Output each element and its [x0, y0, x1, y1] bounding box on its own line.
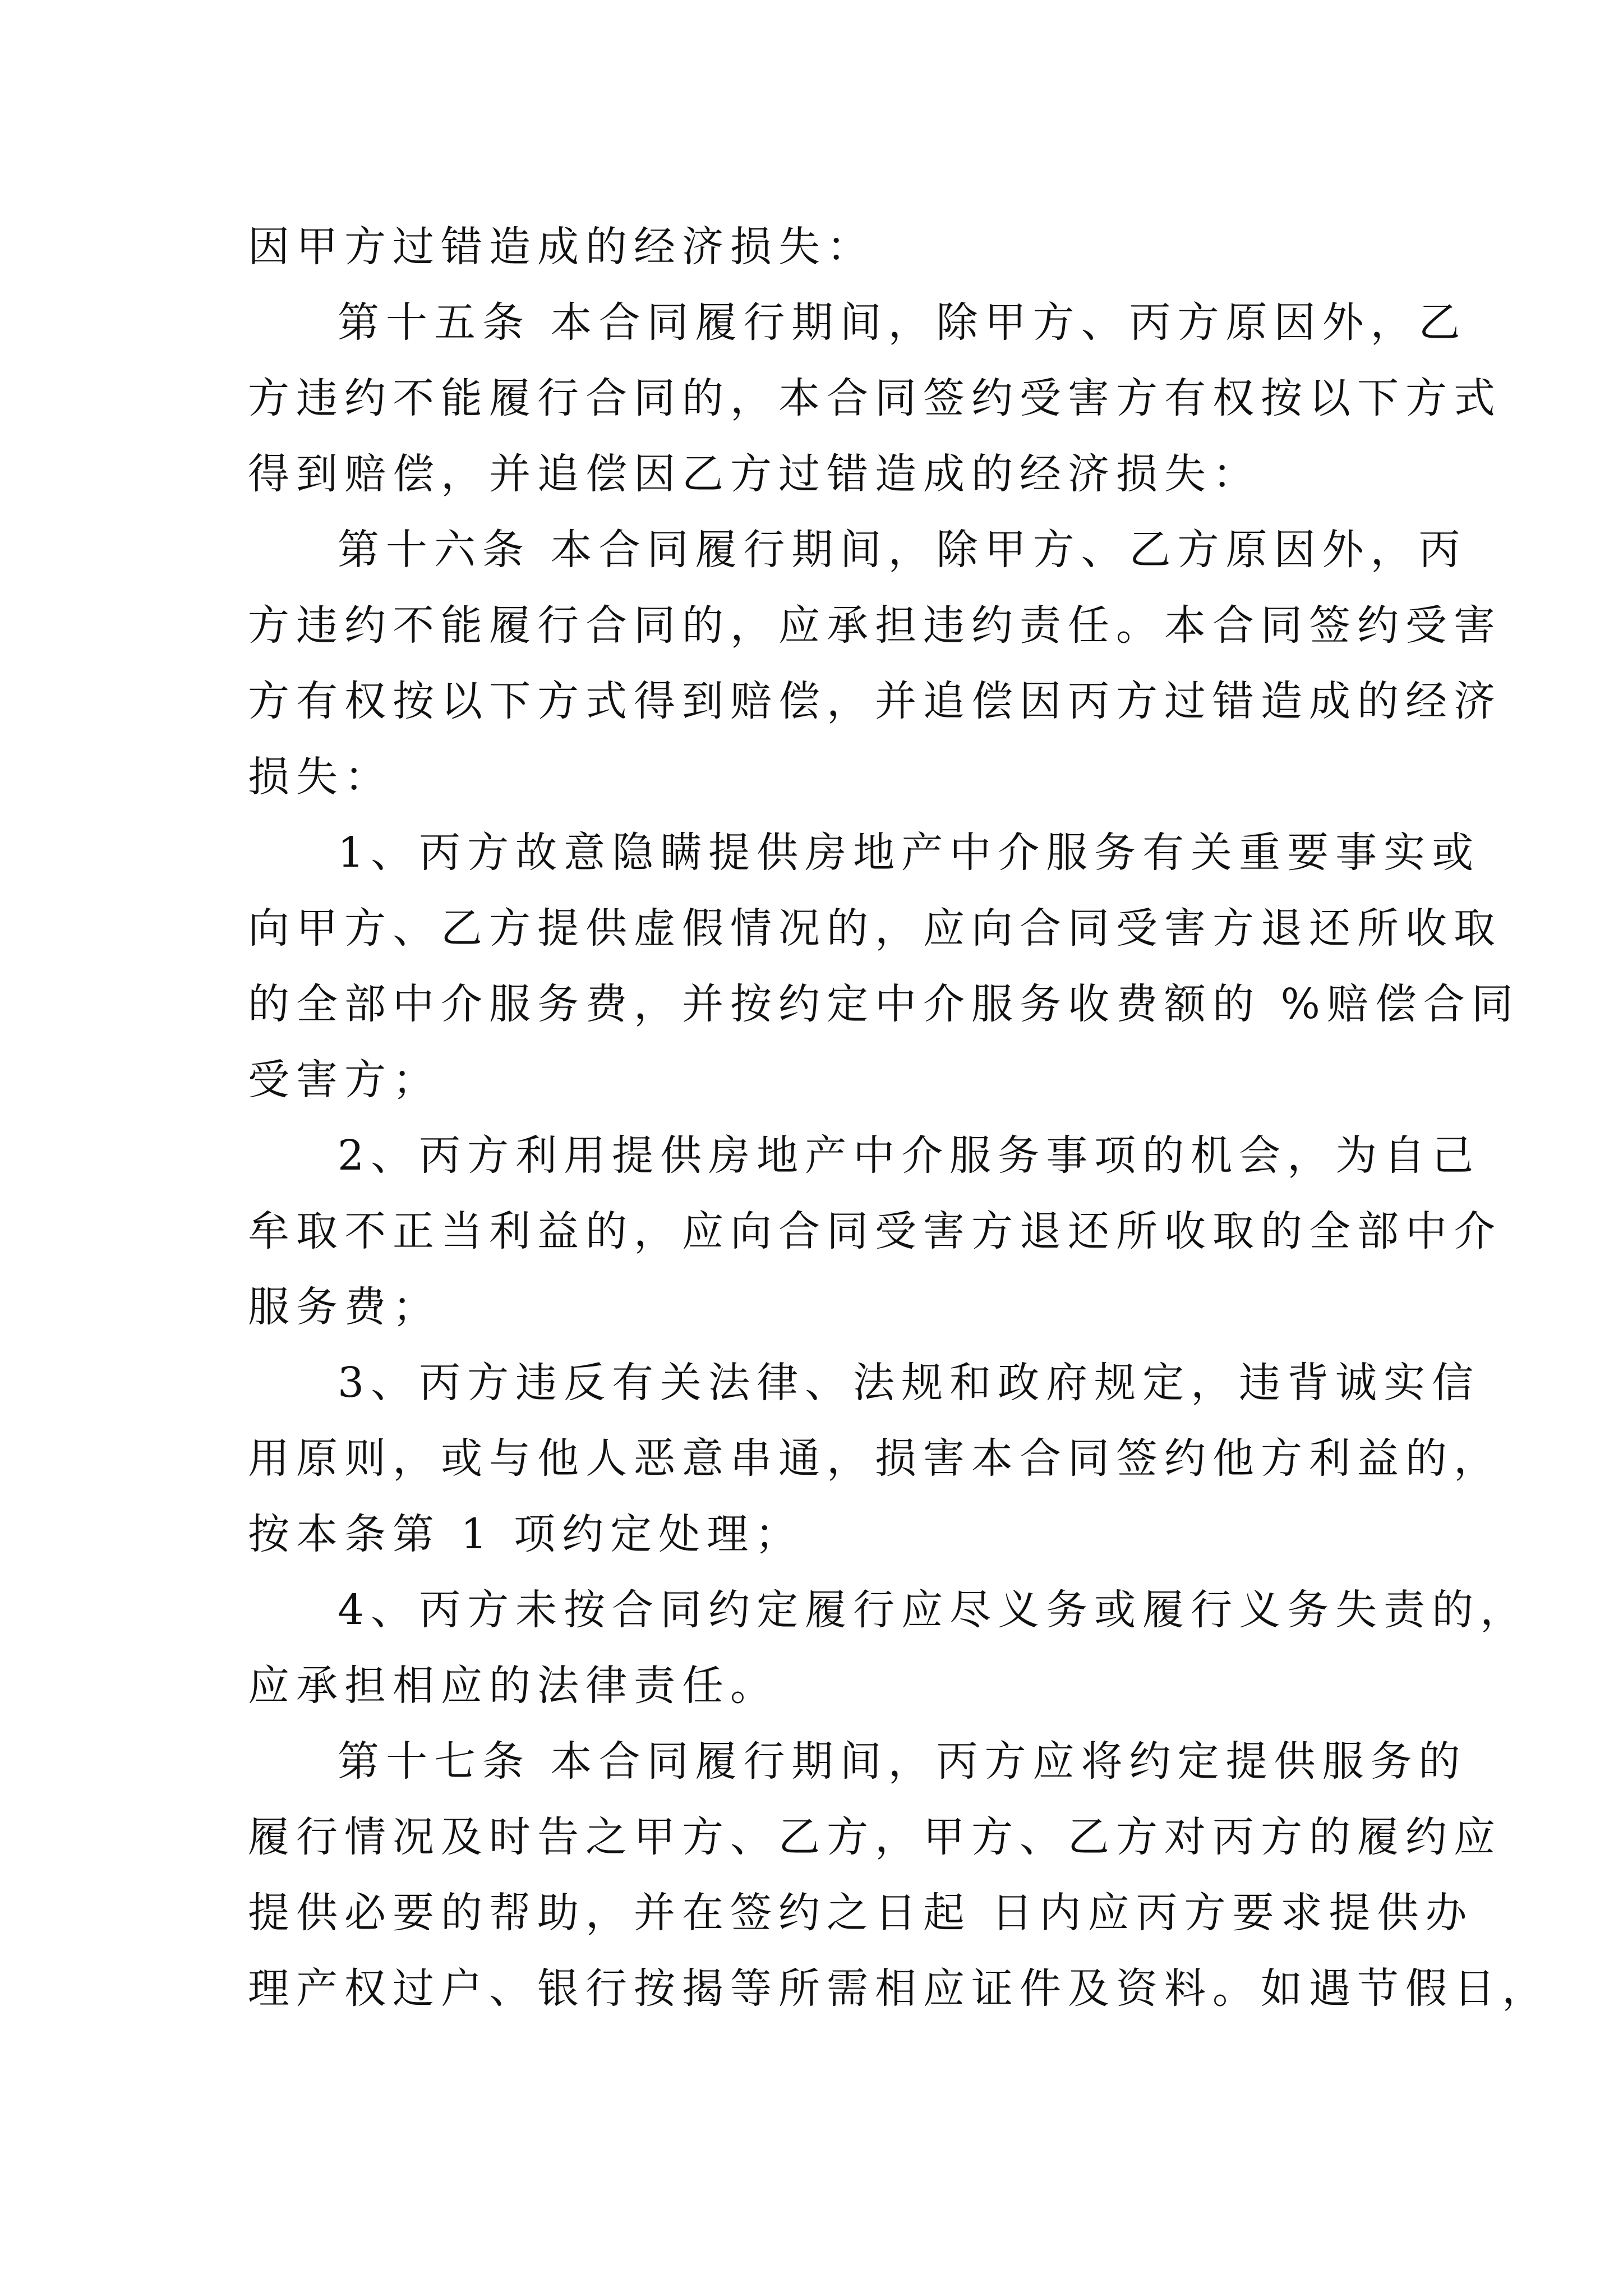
text-line-article-16: 第十六条 本合同履行期间，除甲方、乙方原因外，丙 [338, 526, 1467, 574]
text-line: 向甲方、乙方提供虚假情况的，应向合同受害方退还所收取 [248, 904, 1502, 953]
text-line: 用原则，或与他人恶意串通，损害本合同签约他方利益的， [248, 1434, 1502, 1483]
text-line: 损失： [248, 753, 393, 801]
text-line-article-17: 第十七条 本合同履行期间，丙方应将约定提供服务的 [338, 1737, 1467, 1786]
text-line: 牟取不正当利益的，应向合同受害方退还所收取的全部中介 [248, 1207, 1502, 1255]
text-line: 受害方； [248, 1056, 441, 1104]
text-line: 应承担相应的法律责任。 [248, 1662, 778, 1710]
text-line: 方违约不能履行合同的，应承担违约责任。本合同签约受害 [248, 601, 1502, 650]
text-line-item-3: 3、丙方违反有关法律、法规和政府规定，违背诚实信 [338, 1359, 1481, 1407]
text-line: 的全部中介服务费，并按约定中介服务收费额的 %赔偿合同 [248, 980, 1520, 1028]
text-line-item-4: 4、丙方未按合同约定履行应尽义务或履行义务失责的， [338, 1586, 1529, 1634]
text-line: 方有权按以下方式得到赔偿，并追偿因丙方过错造成的经济 [248, 677, 1502, 725]
text-line: 服务费； [248, 1283, 441, 1331]
text-line: 按本条第 1 项约定处理； [248, 1510, 804, 1558]
text-line: 理产权过户、银行按揭等所需相应证件及资料。如遇节假日， [248, 1964, 1550, 2013]
text-line-item-1: 1、丙方故意隐瞒提供房地产中介服务有关重要事实或 [338, 829, 1481, 877]
text-line: 方违约不能履行合同的，本合同签约受害方有权按以下方式 [248, 374, 1502, 422]
text-line: 因甲方过错造成的经济损失： [248, 223, 875, 271]
text-line: 履行情况及时告之甲方、乙方，甲方、乙方对丙方的履约应 [248, 1813, 1502, 1861]
text-line: 提供必要的帮助，并在签约之日起 日内应丙方要求提供办 [248, 1889, 1474, 1937]
text-line: 得到赔偿，并追偿因乙方过错造成的经济损失： [248, 450, 1261, 498]
text-line-item-2: 2、丙方利用提供房地产中介服务事项的机会，为自己 [338, 1131, 1481, 1180]
text-line-article-15: 第十五条 本合同履行期间，除甲方、丙方原因外，乙 [338, 298, 1467, 347]
